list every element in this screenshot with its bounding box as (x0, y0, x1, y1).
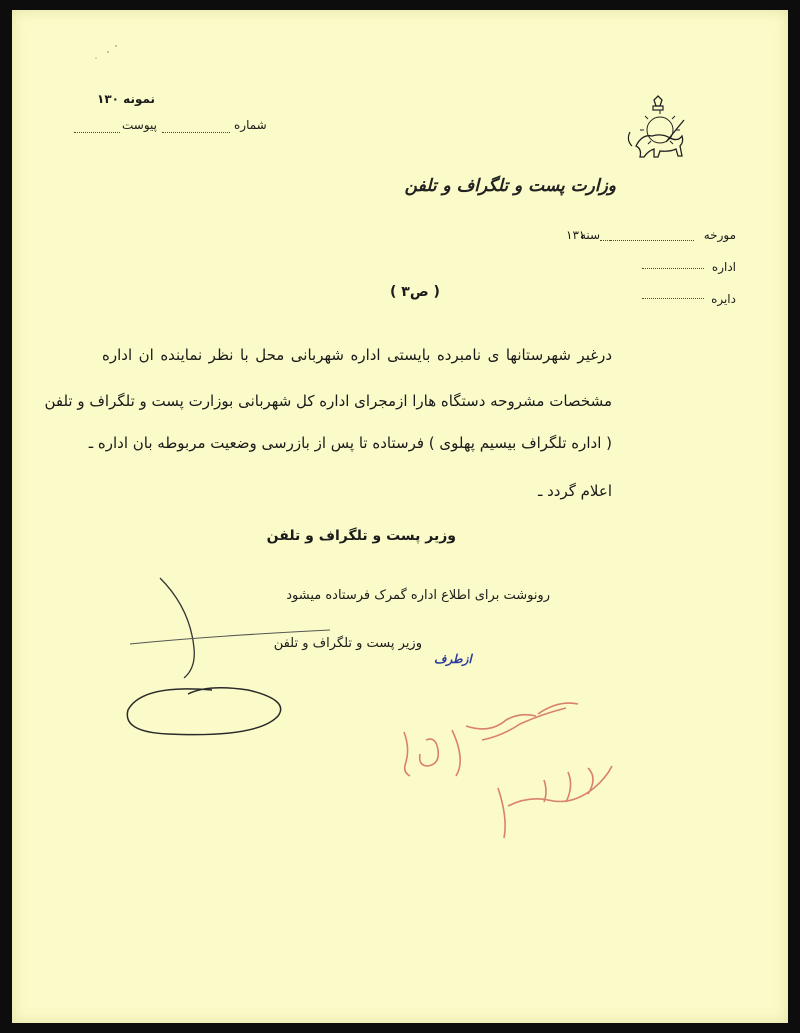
signature-loop (127, 688, 280, 735)
letter-page (12, 10, 788, 1023)
copy-note: رونوشت برای اطلاع اداره گمرک فرستاده میشود (286, 588, 550, 603)
body-line-3: ( اداره تلگراف بیسیم پهلوی ) فرستاده تا پس از بازرسی وضعیت مربوطه بان اداره ـ (88, 434, 612, 452)
pencil-specks (95, 45, 117, 59)
year-value: ۱۳۱ (566, 228, 586, 242)
body-line-4: اعلام گردد ـ (537, 482, 612, 500)
red-pencil-annotation (404, 703, 612, 838)
copy-signature-prefix: ازطرف (434, 652, 472, 666)
attachment-label: پیوست (122, 118, 157, 132)
handwriting-overlay (12, 10, 788, 1023)
date-label: مورخه (703, 228, 736, 242)
year-label: سنه (580, 228, 601, 242)
signature-title: وزیر پست و تلگراف و تلفن (266, 528, 456, 544)
ministry-heading: وزارت پست و تلگراف و تلفن (404, 176, 616, 196)
office-label: اداره (711, 260, 736, 274)
page-marker: ( ص۳ ) (390, 284, 440, 300)
body-line-2: مشخصات مشروحه دستگاه هارا ازمجرای اداره کل شهربانی بوزارت پست و تلگراف و تلفن (44, 392, 612, 410)
form-number: نمونه ۱۳۰ (97, 92, 156, 106)
copy-signature-title: وزیر پست و تلگراف و تلفن (273, 636, 422, 651)
signature-stroke (130, 630, 330, 644)
body-line-1: درغیر شهرستانها ی نامبرده بایستی اداره شهربانی محل با نظر نماینده ان اداره (102, 346, 612, 364)
signature-stroke (160, 578, 194, 678)
division-label: دایره (711, 292, 736, 306)
number-label: شماره (234, 118, 267, 132)
